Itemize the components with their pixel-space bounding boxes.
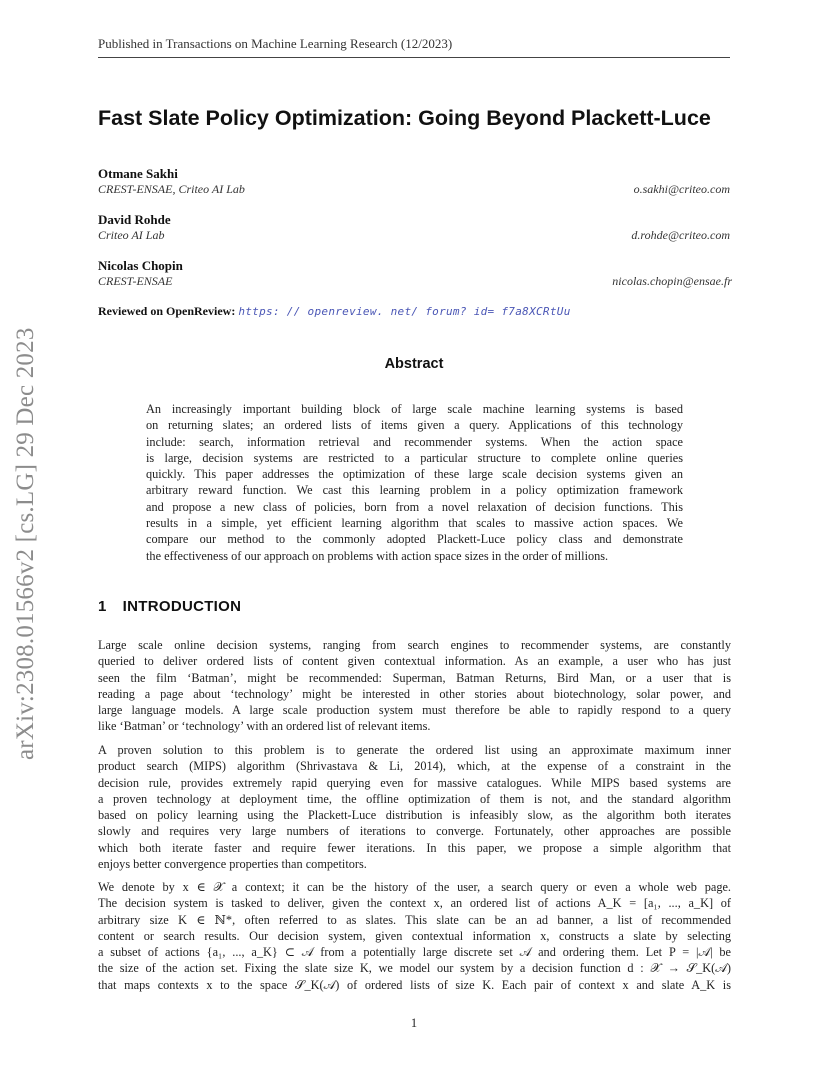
paragraph-line: large language models. A large scale production system must therefore be able to rapidly respond to a query — [98, 703, 731, 718]
abstract-line: is large, decision systems are restricted to a particular structure to complete online queries — [146, 450, 683, 465]
paragraph-line: a subset of actions {a₁, ..., a_K} ⊂ 𝒜 from a potentially large discrete set 𝒜 and ordering them. Let P = |𝒜| be — [98, 945, 731, 960]
paragraph-line: Large scale online decision systems, ranging from search engines to recommender systems, are constantly — [98, 638, 731, 652]
paragraph-line: which both iterate faster and require fewer iterations. In this paper, we propose a simple algorithm that — [98, 840, 731, 855]
author-affiliation: Criteo AI Lab — [98, 228, 165, 242]
paragraph-line: content or search results. Our decision system, given contextual information x, constructs a slate by selecting — [98, 928, 731, 943]
abstract-body — [146, 401, 683, 564]
author-name: Otmane Sakhi — [98, 166, 178, 181]
abstract-line: arbitrary reward function. We cast this learning problem in a policy optimization framework — [146, 483, 683, 498]
author-email: d.rohde@criteo.com — [631, 228, 730, 242]
abstract-line: on returning slates; an ordered lists of items given a query. Applications of this technology — [146, 418, 683, 433]
abstract-line: and propose a new class of policies, born from a novel relaxation of decision functions. This — [146, 499, 683, 514]
arxiv-identifier: arXiv:2308.01566v2 [cs.LG] 29 Dec 2023 — [12, 327, 39, 760]
paragraph-line: enjoys better convergence properties than competitors. — [98, 857, 367, 872]
abstract-line: quickly. This paper addresses the optimization of these large scale decision systems given an — [146, 467, 683, 482]
abstract-line: results in a simple, yet efficient learning algorithm that scales to massive action spaces. We — [146, 516, 683, 531]
abstract-line: compare our method to the commonly adopted Plackett-Luce policy class and demonstrate — [146, 532, 683, 547]
reviewed-line — [98, 304, 571, 319]
paragraph-line: product search (MIPS) algorithm (Shrivastava & Li, 2014), which, at the expense of a constraint in the — [98, 759, 731, 774]
section-number: 1 — [98, 598, 107, 615]
paragraph-line: reading a page about ‘technology’ might be interested in other stories about biotechnology, solar power, and — [98, 686, 731, 701]
author-email: o.sakhi@criteo.com — [633, 182, 730, 196]
paragraph-line: the size of the action set. Fixing the slate size K, we model our system by a decision function d : 𝒳 → 𝒮_K(𝒜) — [98, 961, 731, 976]
author-name: Nicolas Chopin — [98, 258, 183, 273]
paragraph-line: decision rule, provides extremely rapid querying even for massive catalogues. While MIPS based systems are — [98, 775, 731, 790]
paragraph-line: The decision system is tasked to deliver, given the context x, an ordered list of actions A_K = [a₁, ..., a_K] of — [98, 896, 731, 911]
section-heading — [98, 598, 241, 615]
paragraph-line: queried to deliver ordered lists of content given contextual information. As an example, a user who has just — [98, 654, 731, 669]
paragraph-line: like ‘Batman’ or ‘technology’ with an ordered list of relevant items. — [98, 719, 431, 734]
paragraph-line: a proven technology at deployment time, the offline optimization of them is not, and the standard algorithm — [98, 791, 731, 806]
author-affiliation: CREST-ENSAE — [98, 274, 173, 288]
intro-paragraph-1 — [98, 637, 731, 735]
abstract-line: An increasingly important building block of large scale machine learning systems is based — [146, 402, 683, 416]
author-block-3 — [98, 258, 732, 289]
author-block-1 — [98, 166, 730, 197]
author-name: David Rohde — [98, 212, 171, 227]
paragraph-line: seen the film ‘Batman’, might be recommended: Superman, Batman Returns, Bird Man, or a user that is — [98, 670, 731, 685]
paragraph-line: slowly and requires very large numbers of iterations to converge. Fortunately, other approaches are possible — [98, 824, 731, 839]
intro-paragraph-3 — [98, 879, 731, 993]
abstract-line: include: search, information retrieval and recommender systems. When the action space — [146, 434, 683, 449]
reviewed-label: Reviewed on OpenReview: — [98, 304, 236, 318]
author-block-2 — [98, 212, 730, 243]
paper-title: Fast Slate Policy Optimization: Going Beyond Plackett-Luce — [98, 106, 711, 130]
author-email: nicolas.chopin@ensae.fr — [612, 274, 732, 288]
paragraph-line: based on policy learning using the Plackett-Luce distribution is infeasibly slow, as the algorithm both iterates — [98, 808, 731, 823]
page-number: 1 — [410, 1016, 418, 1030]
paragraph-line: A proven solution to this problem is to generate the ordered list using an approximate maximum inner — [98, 743, 731, 757]
abstract-line: the effectiveness of our approach on problems with action space sizes in the order of millions. — [146, 548, 609, 563]
intro-paragraph-2 — [98, 742, 731, 872]
paragraph-line: that maps contexts x to the space 𝒮_K(𝒜) of ordered lists of size K. Each pair of context x and slate A_K is — [98, 977, 731, 992]
paragraph-line: We denote by x ∈ 𝒳 a context; it can be the history of the user, a search query or even a whole web page. — [98, 880, 731, 894]
section-title: INTRODUCTION — [122, 598, 242, 615]
openreview-link[interactable]: https: // openreview. net/ forum? id= f7a8XCRtUu — [238, 305, 571, 318]
author-affiliation: CREST-ENSAE, Criteo AI Lab — [98, 182, 245, 196]
paragraph-line: arbitrary size K ∈ ℕ*, often referred to as slates. This slate can be an ad banner, a list of recommended — [98, 912, 731, 927]
journal-header: Published in Transactions on Machine Learning Research (12/2023) — [98, 36, 730, 58]
abstract-heading: Abstract — [384, 356, 444, 372]
